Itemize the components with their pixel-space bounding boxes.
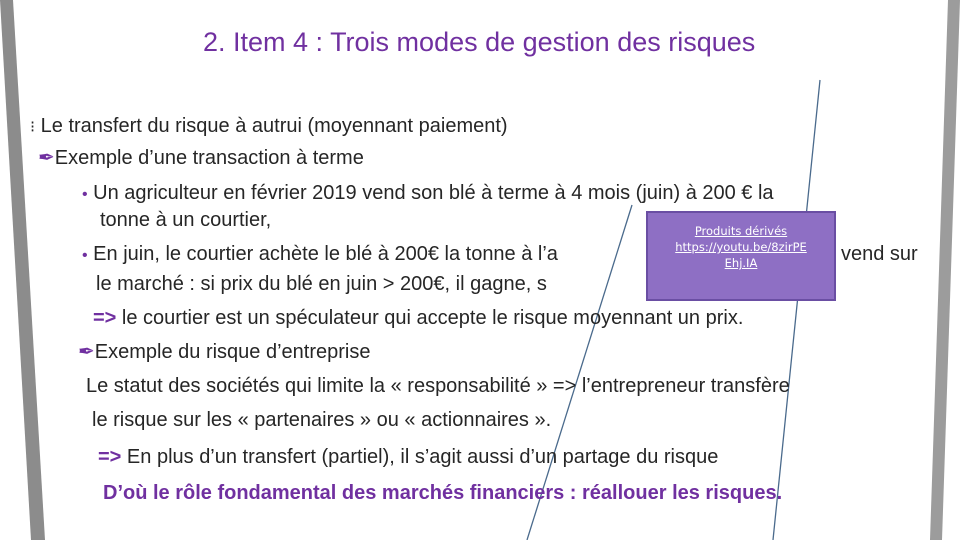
line-statut [86, 374, 790, 398]
line-partenaires [92, 408, 551, 432]
popup-title: Produits dérivés [694, 224, 788, 238]
line-text: tonne à un courtier, [100, 209, 272, 231]
line-example-terme [38, 146, 364, 170]
line-text: vend sur [841, 243, 918, 265]
line-text: En juin, le courtier achète le blé à 200€ la tonne à l’a [93, 243, 558, 265]
line-text: le marché : si prix du blé en juin > 200€, il gagne, s [96, 273, 547, 295]
arrow-marker: => [93, 307, 117, 329]
line-text: En plus d’un transfert (partiel), il s’agit aussi d’un partage du risque [126, 446, 719, 468]
line-text: Exemple du risque d’entreprise [94, 341, 371, 363]
line-example-entreprise [78, 340, 370, 364]
bullet-dot-icon: • [82, 186, 88, 203]
video-link[interactable]: https://youtu.be/8zirPE [675, 240, 807, 254]
line-juin-end [841, 242, 918, 266]
line-partage [98, 445, 718, 469]
slide-title: 2. Item 4 : Trois modes de gestion des risques [203, 27, 756, 57]
bullet-dot-icon: • [82, 247, 88, 264]
video-link-cont[interactable]: Ehj.IA [724, 256, 758, 270]
line-text: le courtier est un spéculateur qui accepte le risque moyennant un prix. [121, 307, 744, 329]
pen-icon: ✒ [38, 147, 55, 169]
arrow-marker: => [98, 446, 122, 468]
line-text: Le statut des sociétés qui limite la « responsabilité » => l’entrepreneur transfère [86, 375, 790, 397]
left-deco-bar [0, 0, 45, 540]
derivatives-popup[interactable] [646, 211, 836, 301]
line-agriculteur [82, 181, 774, 207]
line-conclusion [103, 481, 782, 505]
line-tonne [100, 208, 271, 232]
pen-icon: ✒ [78, 341, 95, 363]
line-text: le risque sur les « partenaires » ou « actionnaires ». [92, 409, 552, 431]
line-text: D’où le rôle fondamental des marchés financiers : réallouer les risques. [103, 482, 783, 504]
line-juin [82, 242, 558, 268]
line-text: Un agriculteur en février 2019 vend son blé à terme à 4 mois (juin) à 200 € la [93, 182, 774, 204]
line-marche [96, 272, 547, 296]
line-speculateur [93, 306, 743, 330]
right-deco-bar [930, 0, 960, 540]
small-bullet-icon: ⁝ [30, 119, 36, 136]
line-text: Exemple d’une transaction à terme [54, 147, 364, 169]
deco-line-2 [773, 80, 820, 540]
line-transfer [30, 114, 508, 140]
line-text: Le transfert du risque à autrui (moyennant paiement) [40, 115, 508, 137]
